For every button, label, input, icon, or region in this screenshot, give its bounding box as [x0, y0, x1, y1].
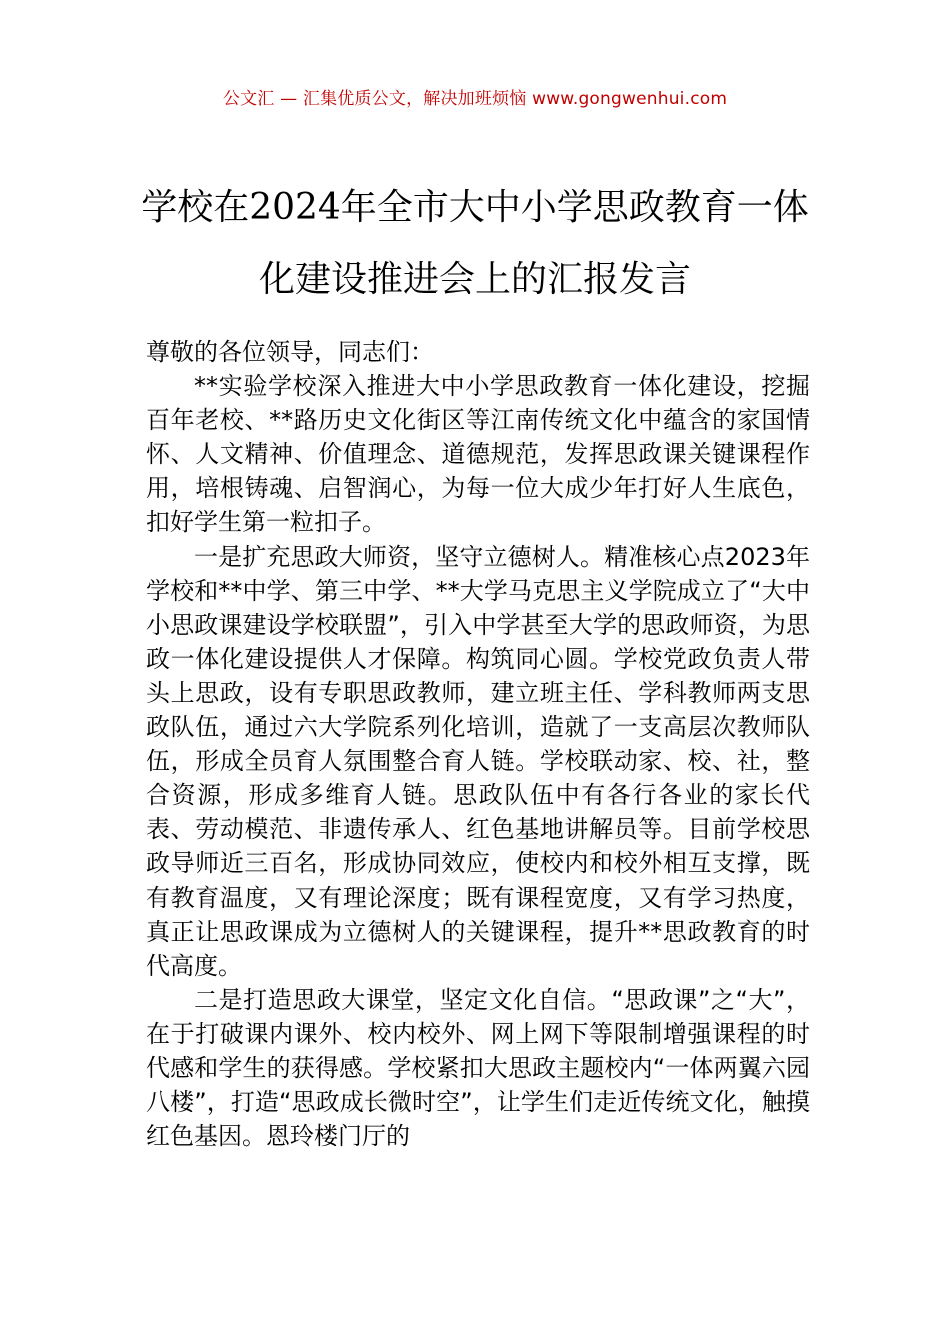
site-header-banner: 公文汇 — 汇集优质公文，解决加班烦恼 www.gongwenhui.com — [222, 89, 728, 109]
paragraph-section-two: 二是打造思政大课堂，坚定文化自信。“思政课”之“大”，在于打破课内课外、校内校外、网上网下等限制增强课程的时代感和学生的获得感。学校紧扣大思政主题校内“一体两翼六园八楼”，打造“思政成长微时空”，让学生们走近传统文化，触摸红色基因。恩玲楼门厅的 — [146, 985, 810, 1151]
document-title — [0, 172, 950, 316]
document-body — [146, 335, 810, 1153]
document-title-line-1: 学校在2024年全市大中小学思政教育一体 — [141, 187, 809, 228]
paragraph-intro: **实验学校深入推进大中小学思政教育一体化建设，挖掘百年老校、**路历史文化街区等江南传统文化中蕴含的家国情怀、人文精神、价值理念、道德规范，发挥思政课关键课程作用，培根铸魂、启智润心，为每一位大成少年打好人生底色，扣好学生第一粒扣子。 — [146, 372, 810, 537]
paragraph-section-one: 一是扩充思政大师资，坚守立德树人。精准核心点2023年学校和**中学、第三中学、**大学马克思主义学院成立了“大中小思政课建设学校联盟”，引入中学甚至大学的思政师资，为思政一体化建设提供人才保障。构筑同心圆。学校党政负责人带头上思政，设有专职思政教师，建立班主任、学科教师两支思政队伍，通过六大学院系列化培训，造就了一支高层次教师队伍，形成全员育人氛围整合育人链。学校联动家、校、社，整合资源，形成多维育人链。思政队伍中有各行各业的家长代表、劳动模范、非遗传承人、红色基地讲解员等。目前学校思政导师近三百名，形成协同效应，使校内和校外相互支撑，既有教育温度，又有理论深度；既有课程宽度，又有学习热度，真正让思政课成为立德树人的关键课程，提升**思政教育的时代高度。 — [146, 542, 810, 980]
document-title-line-2: 化建设推进会上的汇报发言 — [258, 259, 691, 300]
salutation: 尊敬的各位领导，同志们： — [146, 338, 434, 366]
